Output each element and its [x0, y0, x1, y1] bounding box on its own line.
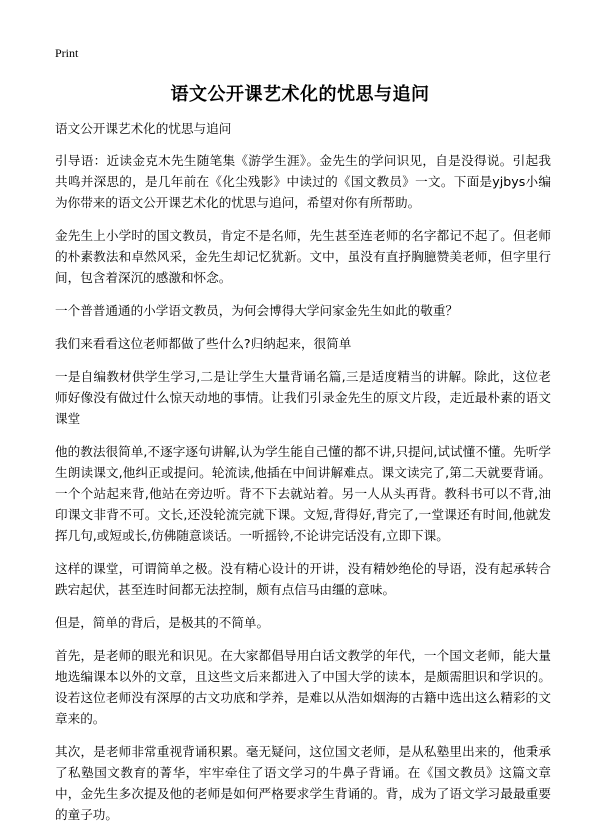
paragraph: 他的教法很简单,不逐字逐句讲解,认为学生能自己懂的都不讲,只提问,试试懂不懂。先听学生朗读课文,他纠正或提问。轮流读,他插在中间讲解难点。课文读完了,第二天就要背诵。一个个站起来背,他站在旁边听。背不下去就站着。另一人从头再背。教科书可以不背,油印课文非背不可。文长,还没轮流完就下课。文短,背得好,背完了,一堂课还有时间,他就发挥几句,或短或长,仿佛随意谈话。一听摇铃,不论讲完话没有,立即下课。 [55, 444, 551, 543]
paragraph: 其次，是老师非常重视背诵积累。毫无疑问，这位国文老师，是从私塾里出来的，他秉承了私塾国文教育的菁华，牢牢牵住了语文学习的牛鼻子背诵。在《国文教员》这篇文章中，金先生多次提及他的老师是如何严格要求学生背诵的。背，成为了语文学习最最重要的童子功。 [55, 744, 551, 822]
paragraph: 我们来看看这位老师都做了些什么?归纳起来，很简单 [55, 336, 352, 351]
paragraph: 这样的课堂，可谓简单之极。没有精心设计的开讲，没有精妙绝伦的导语，没有起承转合跌宕起伏，甚至连时间都无法控制，颇有点信马由缰的意味。 [55, 561, 551, 597]
page-title: 语文公开课艺术化的忧思与追问 [170, 84, 430, 105]
paragraph: 首先，是老师的眼光和识见。在大家都倡导用白话文教学的年代，一个国文老师，能大量地选编课本以外的文章，且这些文后来都进入了中国大学的读本，是颇需胆识和学识的。设若这位老师没有深厚的古文功底和学养，是难以从浩如烟海的古籍中选出这么精彩的文章来的。 [55, 648, 551, 726]
paragraph: 一个普普通通的小学语文教员，为何会博得大学问家金先生如此的敬重？ [55, 303, 458, 318]
paragraph: 但是，简单的背后，是极其的不简单。 [55, 615, 270, 630]
article-body [55, 118, 551, 837]
paragraph: 金先生上小学时的国文教员，肯定不是名师，先生甚至连老师的名字都记不起了。但老师的朴素教法和卓然风采，金先生却记忆犹新。文中，虽没有直抒胸臆赞美老师，但字里行间，包含着深沉的感激和怀念。 [55, 228, 551, 285]
paragraph: 一是自编教材供学生学习,二是让学生大量背诵名篇,三是适度精当的讲解。除此，这位老师好像没有做过什么惊天动地的事情。让我们引录金先生的原文片段，走近最朴素的语文课堂 [55, 369, 551, 426]
paragraph-intro: 引导语：近读金克木先生随笔集《游学生涯》。金先生的学问识见，自是没得说。引起我共鸣并深思的，是几年前在《化尘残影》中读过的《国文教员》一文。下面是yjbys小编为你带来的语文公开课艺术化的忧思与追问，希望对你有所帮助。 [55, 153, 551, 210]
print-link[interactable]: Print [55, 46, 79, 60]
article-subtitle: 语文公开课艺术化的忧思与追问 [55, 121, 232, 136]
